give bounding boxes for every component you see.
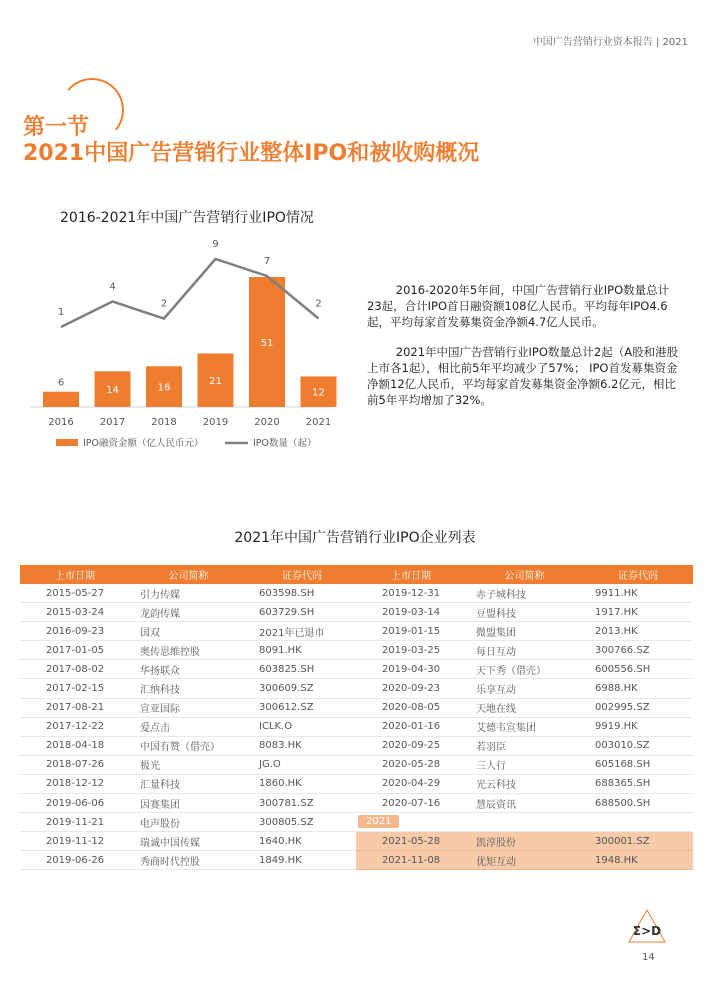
cell-code: 688365.SH	[595, 778, 651, 790]
table-row	[356, 851, 693, 870]
table-row	[20, 622, 357, 641]
cell-date: 2017-08-21	[45, 702, 105, 714]
cell-date: 2020-08-05	[381, 702, 441, 714]
cell-company: 秀商时代控股	[140, 856, 200, 868]
cell-company: 龙韵传媒	[140, 608, 180, 620]
table-header	[356, 565, 693, 584]
cell-date: 2019-06-06	[45, 797, 105, 809]
table-row	[356, 718, 693, 737]
table-row	[356, 737, 693, 756]
line-label-2019: 9	[212, 239, 219, 250]
cell-code: 1917.HK	[595, 606, 638, 618]
bar-label-2021: 12	[312, 387, 325, 399]
cell-company: 引力传媒	[140, 589, 180, 601]
cell-company: 极光	[140, 761, 160, 773]
cell-company: 瑞诚中国传媒	[140, 837, 200, 849]
cell-code: 003010.SZ	[595, 740, 650, 752]
cell-company: 微盟集团	[476, 627, 516, 639]
cell-code: 2021年已退市	[259, 627, 325, 639]
table-header	[20, 565, 357, 584]
cell-code: 2013.HK	[595, 625, 638, 637]
cell-company: 若羽臣	[476, 742, 506, 754]
table-row	[356, 622, 693, 641]
table-row	[356, 584, 693, 603]
cell-code: 300766.SZ	[595, 644, 650, 656]
line-label-2020: 7	[263, 256, 271, 267]
tick-label-2019: 2019	[202, 417, 229, 428]
cell-date: 2019-03-25	[381, 644, 441, 656]
cell-date: 2018-12-12	[45, 778, 105, 790]
table-row	[20, 584, 357, 603]
cell-code: 300612.SZ	[259, 702, 314, 714]
cell-date: 2021-11-08	[381, 854, 441, 866]
section-label: 第一节	[23, 115, 90, 140]
line-label-2017: 4	[109, 281, 116, 293]
table-row	[20, 832, 357, 851]
cell-code: 688500.SH	[595, 797, 651, 809]
table-row	[356, 794, 693, 813]
table-row	[20, 679, 357, 698]
header-code: 证券代码	[282, 571, 322, 582]
year-tag-row	[356, 813, 693, 832]
cell-company: 光云科技	[476, 780, 516, 792]
bar-label-2018: 16	[157, 382, 171, 394]
description-paragraph-1: 2016-2020年5年间，中国广告营销行业IPO数量总计23起，合计IPO首日融资额108亿人民币。平均每年IPO4.6起，平均每家首发募集资金净额4.7亿人民币。	[367, 283, 670, 329]
cell-company: 华扬联众	[140, 665, 180, 677]
cell-date: 2020-04-29	[381, 778, 441, 790]
cell-date: 2020-05-28	[381, 759, 441, 771]
cell-date: 2018-04-18	[45, 740, 105, 752]
bar-2016	[43, 392, 79, 407]
tick-label-2018: 2018	[151, 417, 177, 428]
table-row	[20, 756, 357, 775]
cell-company: 宣亚国际	[140, 704, 180, 716]
cell-company: 天下秀（借壳）	[476, 665, 546, 677]
line-label-2016: 1	[57, 307, 65, 318]
year-tag: 2021	[358, 815, 399, 828]
cell-date: 2016-09-23	[45, 625, 105, 637]
header-date: 上市日期	[391, 571, 431, 582]
ipo-table-right	[356, 565, 693, 870]
cell-code: 8083.HK	[259, 740, 302, 752]
table-title: 2021年中国广告营销行业IPO企业列表	[234, 530, 476, 546]
cell-company: 天地在线	[476, 704, 516, 716]
table-row	[356, 660, 693, 679]
cell-date: 2019-03-14	[381, 606, 441, 618]
cell-date: 2019-11-12	[45, 835, 105, 847]
cell-code: 1640.HK	[259, 835, 302, 847]
tick-label-2017: 2017	[99, 417, 126, 428]
cell-company: 凯淳股份	[476, 837, 516, 849]
table-row	[356, 832, 693, 851]
cell-company: 电声股份	[140, 818, 180, 830]
cell-code: 603825.SH	[259, 663, 315, 675]
cell-code: 1849.HK	[259, 854, 302, 866]
section-title: 2021中国广告营销行业整体IPO和被收购概况	[23, 141, 480, 166]
cell-date: 2017-12-22	[45, 721, 105, 733]
cell-date: 2020-07-16	[381, 797, 441, 809]
cell-date: 2017-02-15	[45, 683, 105, 695]
cell-company: 赤子城科技	[476, 589, 526, 601]
cell-code: 603729.SH	[259, 606, 315, 618]
table-row	[20, 603, 357, 622]
table-row	[20, 718, 357, 737]
table-row	[356, 603, 693, 622]
legend-bar-swatch	[56, 439, 78, 446]
cell-code: 603598.SH	[259, 587, 315, 599]
cell-date: 2019-01-15	[381, 625, 441, 637]
cell-code: 300805.SZ	[259, 816, 314, 828]
cell-company: 因赛集团	[140, 799, 180, 811]
cell-code: 8091.HK	[259, 644, 302, 656]
cell-date: 2017-08-02	[45, 663, 105, 675]
bar-label-2017: 14	[106, 385, 119, 397]
cell-date: 2015-03-24	[45, 606, 105, 618]
cell-code: ICLK.O	[259, 721, 293, 733]
cell-company: 每日互动	[476, 646, 516, 658]
bar-label-2020: 51	[260, 338, 274, 349]
cell-code: 1860.HK	[259, 778, 302, 790]
cell-company: 三人行	[476, 761, 506, 773]
chart-title: 2016-2021年中国广告营销行业IPO情况	[60, 210, 314, 226]
table-row	[356, 679, 693, 698]
table-row	[20, 641, 357, 660]
page-number: 14	[642, 952, 655, 963]
ipo-chart	[20, 235, 340, 465]
cell-date: 2019-06-26	[45, 854, 105, 866]
cell-code: 300001.SZ	[595, 835, 650, 847]
cell-code: 300609.SZ	[259, 683, 314, 695]
cell-date: 2018-07-26	[45, 759, 105, 771]
cell-date: 2020-09-23	[381, 683, 441, 695]
cell-date: 2015-05-27	[45, 587, 105, 599]
cell-code: 9919.HK	[595, 721, 638, 733]
cell-code: 9911.HK	[595, 587, 638, 599]
tick-label-2021: 2021	[305, 417, 332, 428]
bar-label-2019: 21	[209, 376, 222, 388]
tick-label-2020: 2020	[254, 417, 280, 428]
table-row	[20, 813, 357, 832]
cell-date: 2020-01-16	[381, 721, 441, 733]
bar-label-2016: 6	[57, 377, 65, 389]
legend-line-label: IPO数量（起）	[253, 438, 317, 449]
table-row	[20, 660, 357, 679]
cell-date: 2020-09-25	[381, 740, 441, 752]
table-row	[20, 737, 357, 756]
line-label-2021: 2	[315, 298, 322, 310]
table-row	[356, 641, 693, 660]
cell-company: 爱点击	[140, 723, 170, 735]
ipo-table-left	[20, 565, 357, 870]
cell-company: 汇纳科技	[140, 685, 180, 697]
svg-text:Σ>D: Σ>D	[632, 924, 662, 938]
description-paragraph-2: 2021年中国广告营销行业IPO数量总计2起（A股和港股上市各1起），相比前5年平均减少了57%； IPO首发募集资金净额12亿人民币，平均每家首发募集资金净额6.2亿元，相比前5年平均增加了32%。	[367, 345, 679, 407]
cell-company: 优矩互动	[476, 856, 516, 868]
cell-company: 奥传思维控股	[140, 646, 200, 658]
table-row	[356, 756, 693, 775]
table-row	[20, 851, 357, 870]
header-company: 公司简称	[504, 571, 545, 582]
cell-code: 6988.HK	[595, 683, 638, 695]
report-header: 中国广告营销行业资本报告 | 2021	[532, 37, 688, 48]
header-code: 证券代码	[618, 571, 658, 582]
cell-date: 2021-05-28	[381, 835, 441, 847]
table-row	[20, 775, 357, 794]
cell-code: JG.O	[259, 759, 281, 771]
cell-company: 艾德韦宣集团	[476, 723, 536, 735]
cell-company: 汇量科技	[140, 780, 180, 792]
cell-company: 乐享互动	[476, 685, 516, 697]
cell-date: 2019-12-31	[381, 587, 441, 599]
tick-label-2016: 2016	[48, 417, 74, 428]
cell-code: 1948.HK	[595, 854, 638, 866]
header-date: 上市日期	[55, 571, 95, 582]
cell-date: 2019-11-21	[45, 816, 105, 828]
cell-company: 豆盟科技	[476, 608, 516, 620]
exd-logo-icon	[625, 908, 669, 944]
description	[367, 282, 679, 422]
table-row	[20, 794, 357, 813]
legend-bar-label: IPO融资金额（亿人民币元）	[83, 438, 204, 449]
header-company: 公司简称	[168, 571, 209, 582]
cell-company: 中国有赞（借壳）	[140, 742, 220, 754]
cell-code: 600556.SH	[595, 663, 651, 675]
cell-company: 慧辰资讯	[476, 799, 516, 811]
line-label-2018: 2	[160, 298, 168, 310]
table-row	[20, 699, 357, 718]
table-row	[356, 699, 693, 718]
cell-company: 国双	[140, 627, 160, 639]
table-row	[356, 775, 693, 794]
cell-code: 002995.SZ	[595, 702, 650, 714]
cell-code: 300781.SZ	[259, 797, 314, 809]
cell-date: 2019-04-30	[381, 663, 441, 675]
cell-date: 2017-01-05	[45, 644, 105, 656]
cell-code: 605168.SH	[595, 759, 651, 771]
